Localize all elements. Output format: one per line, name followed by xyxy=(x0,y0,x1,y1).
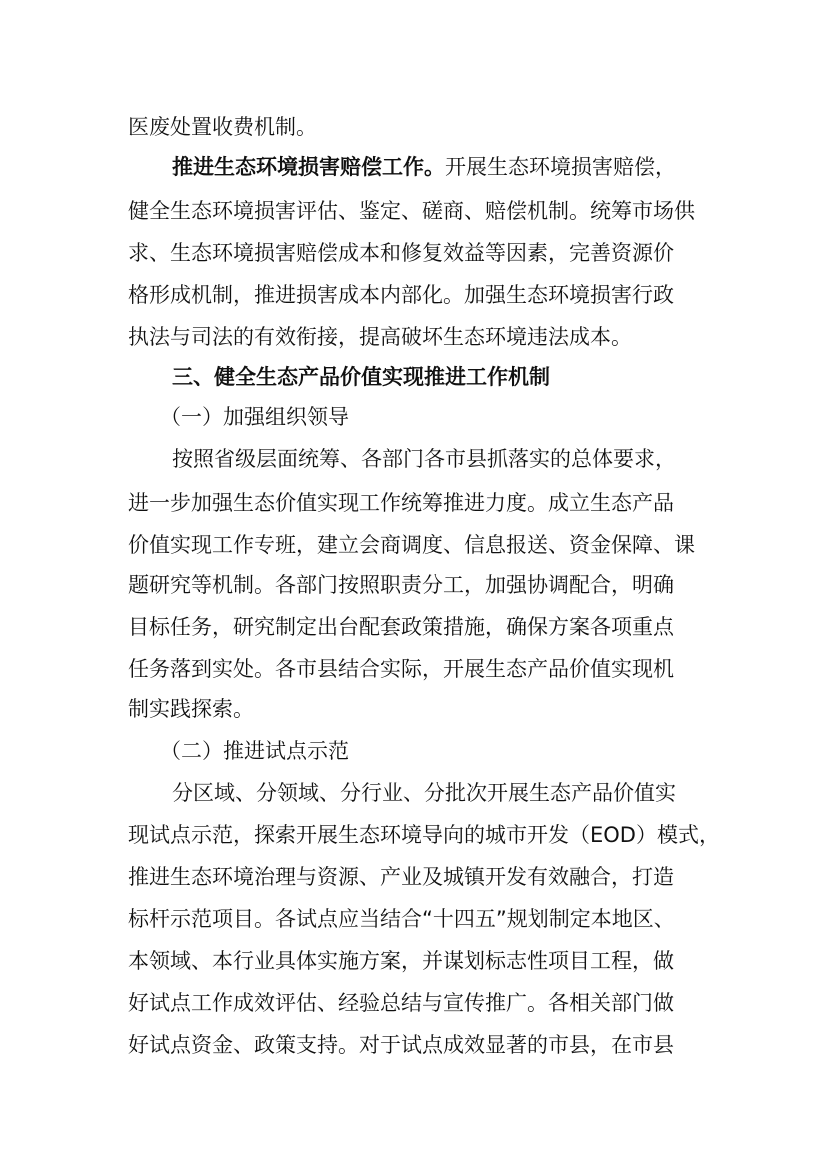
body-line: 题研究等机制。各部门按照职责分工，加强协调配合，明确 xyxy=(128,573,674,597)
subsection-heading: （二）推进试点示范 xyxy=(160,739,349,763)
body-line: 推进生态环境治理与资源、产业及城镇开发有效融合，打造 xyxy=(128,865,674,889)
body-text: 开展生态环境损害赔偿， xyxy=(445,155,676,179)
body-line: 任务落到实处。各市县结合实际，开展生态产品价值实现机 xyxy=(128,657,674,681)
body-line: 分区域、分领域、分行业、分批次开展生态产品价值实 xyxy=(172,781,676,805)
bold-lead: 推进生态环境损害赔偿工作。 xyxy=(172,155,445,179)
body-line: 好试点工作成效评估、经验总结与宣传推广。各相关部门做 xyxy=(128,991,674,1015)
body-line: 本领域、本行业具体实施方案，并谋划标志性项目工程，做 xyxy=(128,949,674,973)
body-line xyxy=(0,152,827,182)
body-line: 价值实现工作专班，建立会商调度、信息报送、资金保障、课 xyxy=(128,533,695,557)
body-line: 健全生态环境损害评估、鉴定、磋商、赔偿机制。统筹市场供 xyxy=(128,199,695,223)
body-line: 按照省级层面统筹、各部门各市县抓落实的总体要求， xyxy=(172,447,676,471)
subsection-heading: （一）加强组织领导 xyxy=(160,405,349,429)
body-line: 格形成机制，推进损害成本内部化。加强生态环境损害行政 xyxy=(128,283,674,307)
body-line: 标杆示范项目。各试点应当结合“十四五”规划制定本地区、 xyxy=(128,907,675,931)
body-line: 求、生态环境损害赔偿成本和修复效益等因素，完善资源价 xyxy=(128,241,674,265)
body-line: 执法与司法的有效衔接，提高破坏生态环境违法成本。 xyxy=(128,325,632,349)
body-line: 医废处置收费机制。 xyxy=(128,115,317,139)
body-line: 目标任务，研究制定出台配套政策措施，确保方案各项重点 xyxy=(128,615,674,639)
body-line: 制实践探索。 xyxy=(128,697,254,721)
section-heading: 三、健全生态产品价值实现推进工作机制 xyxy=(172,365,550,389)
body-line: 现试点示范，探索开展生态环境导向的城市开发（EOD）模式， xyxy=(128,823,720,847)
body-line: 进一步加强生态价值实现工作统筹推进力度。成立生态产品 xyxy=(128,491,674,515)
body-line: 好试点资金、政策支持。对于试点成效显著的市县，在市县 xyxy=(128,1033,674,1057)
